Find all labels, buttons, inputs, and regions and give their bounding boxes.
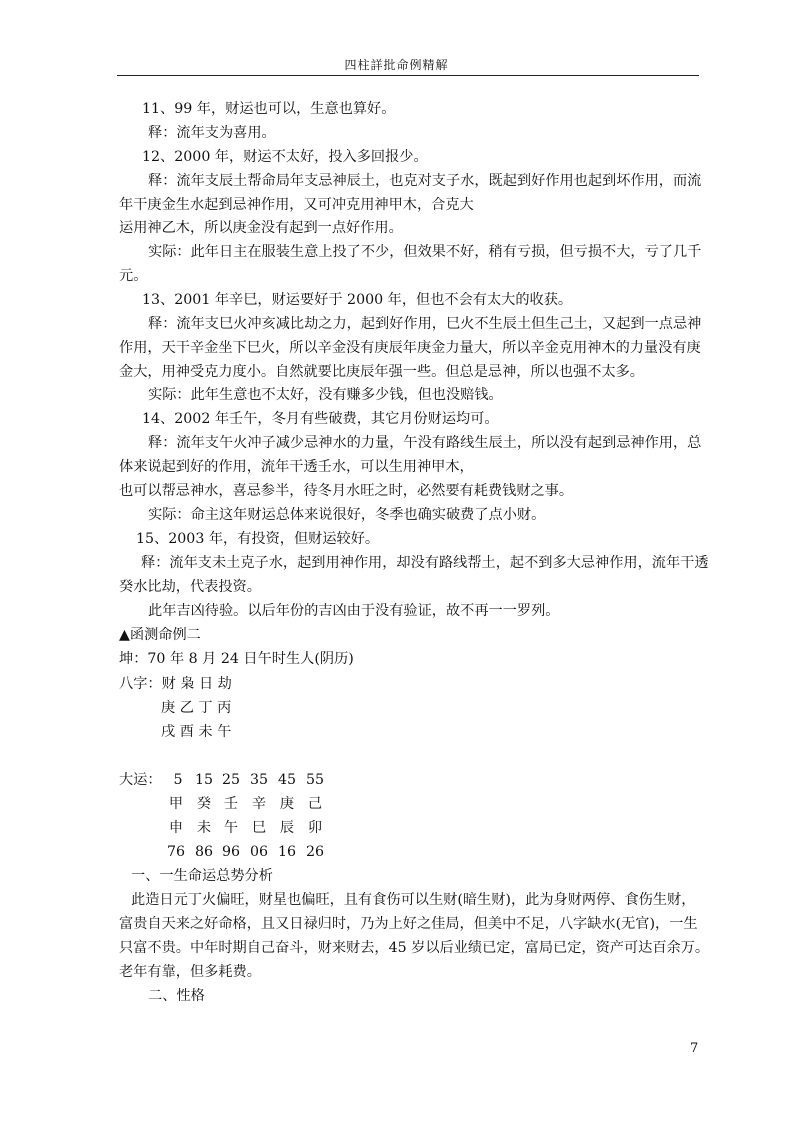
page-number: 7 — [690, 1041, 699, 1056]
text-line: 作用，天干辛金坐下巳火，所以辛金没有庚辰年庚金力量大，所以辛金克用神木的力量没有庚 — [119, 340, 701, 356]
text-line: 体来说起到好的作用，流年干透壬水，可以生用神甲木， — [119, 459, 474, 475]
text-line: 老年有靠，但多耗费。 — [119, 964, 261, 980]
text-line: 实际：此年日主在服装生意上投了不少，但效果不好，稍有亏损，但亏损不大，亏了几千 — [148, 244, 702, 260]
dayun-branch: 申 — [168, 820, 184, 836]
text-line: 富贵自天来之好命格，且又日禄归时，乃为上好之佳局，但美中不足，八字缺水(无官)，一生 — [119, 916, 698, 932]
text-line: 15、2003 年，有投资，但财运较好。 — [136, 531, 380, 547]
text-line: 元。 — [119, 268, 148, 284]
running-header: 四柱詳批命例精解 — [344, 58, 449, 72]
dayun-year: 96 — [221, 844, 241, 860]
dayun-branch: 巳 — [251, 820, 267, 836]
dayun-age: 35 — [249, 772, 269, 788]
text-line: 此造日元丁火偏旺，财星也偏旺，且有食伤可以生财(暗生财)，此为身财两停、食伤生财， — [131, 892, 696, 908]
dayun-stem: 辛 — [251, 796, 267, 812]
text-line: 释：流年支午火冲子减少忌神水的力量，午没有路线生辰土，所以没有起到忌神作用，总 — [148, 435, 702, 451]
section-heading: 一、一生命运总势分析 — [131, 868, 273, 884]
text-line: 也可以帮忌神水，喜忌参半，待冬月水旺之时，必然要有耗费钱财之事。 — [119, 483, 574, 499]
bazi-roles: 八字：财 枭 日 劫 — [119, 676, 232, 692]
text-line: 释：流年支辰土帮命局年支忌神辰土，也克对支子水，既起到好作用也起到坏作用，而流 — [148, 173, 702, 189]
dayun-age: 25 — [221, 772, 241, 788]
dayun-label: 大运： — [119, 772, 162, 788]
dayun-year: 86 — [194, 844, 214, 860]
birth-info: 坤：70 年 8 月 24 日午时生人(阴历) — [119, 651, 354, 667]
dayun-year: 76 — [166, 844, 186, 860]
text-line: 此年吉凶待验。以后年份的吉凶由于没有验证，故不再一一罗列。 — [148, 603, 560, 619]
text-line: 实际：命主这年财运总体来说很好，冬季也确实破费了点小财。 — [148, 507, 546, 523]
header-rule — [117, 75, 699, 76]
text-line: 金大，用神受克力度小。自然就要比庚辰年强一些。但总是忌神，所以也强不太多。 — [119, 364, 644, 380]
text-line: 14、2002 年壬午，冬月有些破费，其它月份财运均可。 — [142, 411, 499, 427]
dayun-stem: 癸 — [196, 796, 212, 812]
dayun-year: 06 — [249, 844, 269, 860]
bazi-stems: 庚 乙 丁 丙 — [161, 700, 232, 716]
bazi-branches: 戌 酉 未 午 — [161, 724, 232, 740]
dayun-year: 16 — [277, 844, 297, 860]
dayun-age: 55 — [305, 772, 325, 788]
dayun-year: 26 — [305, 844, 325, 860]
text-line: 12、2000 年，财运不太好，投入多回报少。 — [142, 149, 428, 165]
text-line: 释：流年支为喜用。 — [148, 125, 276, 141]
dayun-stem: 壬 — [223, 796, 239, 812]
section-heading: ▲函测命例二 — [119, 627, 201, 643]
dayun-age: 5 — [173, 772, 183, 788]
section-heading: 二、性格 — [148, 988, 205, 1004]
dayun-branch: 卯 — [307, 820, 323, 836]
text-line: 11、99 年，财运也可以，生意也算好。 — [142, 101, 396, 117]
dayun-branch: 午 — [223, 820, 239, 836]
dayun-stem: 庚 — [279, 796, 295, 812]
text-line: 只富不贵。中年时期自己奋斗，财来财去，45 岁以后业绩已定，富局已定，资产可达百余万。 — [119, 940, 710, 956]
text-line: 释：流年支巳火冲亥减比劫之力，起到好作用，巳火不生辰土但生己土，又起到一点忌神 — [148, 316, 702, 332]
dayun-branch: 未 — [196, 820, 212, 836]
dayun-stem: 己 — [307, 796, 323, 812]
text-line: 年干庚金生水起到忌神作用，又可冲克用神甲木，合克大 — [119, 197, 474, 213]
text-line: 运用神乙木，所以庚金没有起到一点好作用。 — [119, 220, 403, 236]
text-line: 癸水比劫，代表投资。 — [119, 579, 261, 595]
dayun-age: 15 — [194, 772, 214, 788]
dayun-branch: 辰 — [279, 820, 295, 836]
dayun-age: 45 — [277, 772, 297, 788]
text-line: 释：流年支未土克子水，起到用神作用，却没有路线帮土，起不到多大忌神作用，流年干透 — [141, 555, 709, 571]
text-line: 13、2001 年辛巳，财运要好于 2000 年，但也不会有太大的收获。 — [142, 292, 573, 308]
dayun-stem: 甲 — [168, 796, 184, 812]
text-line: 实际：此年生意也不太好，没有赚多少钱，但也没赔钱。 — [148, 387, 503, 403]
